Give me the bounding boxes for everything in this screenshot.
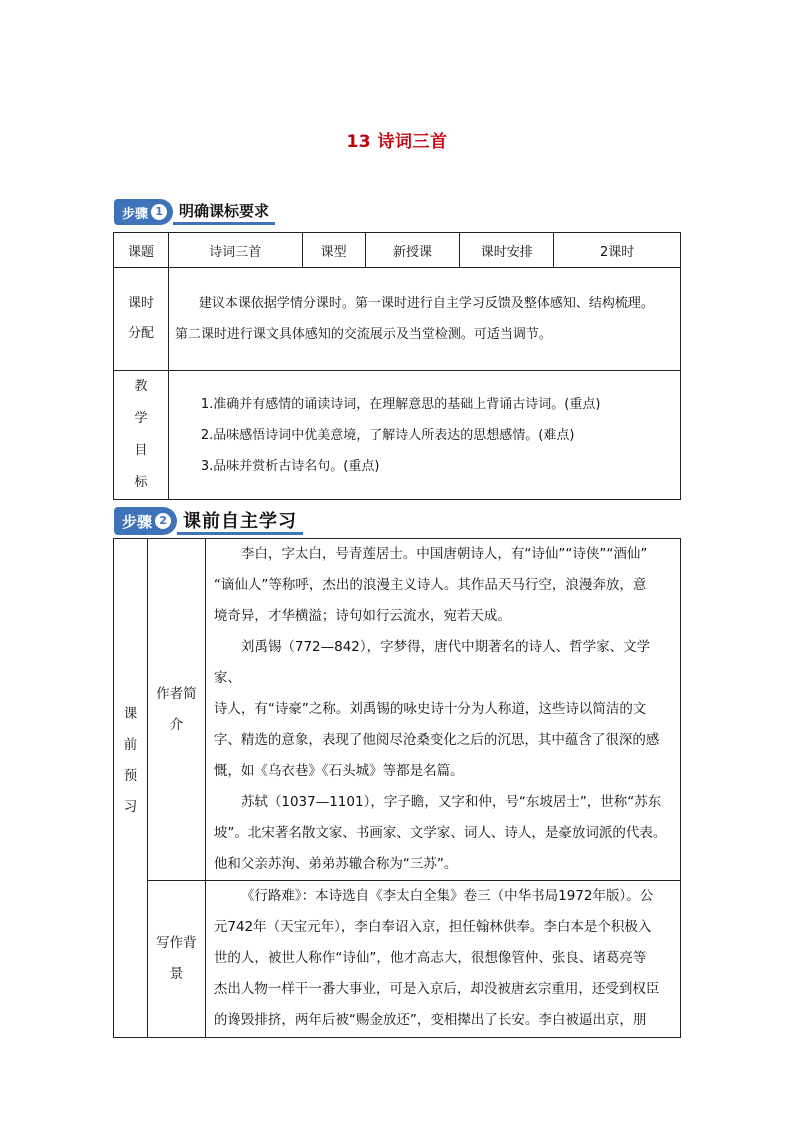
- step-2-header: [114, 507, 303, 535]
- table-cell: 课时安排: [460, 233, 554, 268]
- step-1-tag: 步骤: [122, 206, 149, 222]
- label-line: 课时: [127, 296, 154, 311]
- text-line: 杰出人物一样干一番大事业，可是入京后，却没被唐玄宗重用，还受到权臣: [213, 981, 660, 997]
- goal-item: 1.准确并有感情的诵读诗词，在理解意思的基础上背诵古诗词。(重点): [200, 396, 601, 412]
- step-1-badge: [114, 199, 173, 225]
- goal-item: 2.品味感悟诗词中优美意境，了解诗人所表达的思想感情。(难点): [200, 427, 575, 443]
- label-char: 标: [134, 475, 148, 490]
- text-line: 世的人，被世人称作“诗仙”，他才高志大，很想像管仲、张良、诸葛亮等: [213, 950, 647, 966]
- text-line: 坡”。北宋著名散文家、书画家、文学家、词人、诗人，是豪放词派的代表。: [213, 825, 667, 841]
- goal-item: 3.品味并赏析古诗名句。(重点): [200, 458, 380, 474]
- label-line: 介: [169, 716, 184, 733]
- hours-text: [168, 268, 680, 371]
- table-row: [114, 268, 681, 371]
- label-char: 课: [123, 706, 138, 722]
- step-2-number: 2: [155, 513, 171, 529]
- table-row: [114, 881, 681, 1038]
- text-line: 元742年（天宝元年），李白奉诏入京，担任翰林供奉。李白本是个积极入: [213, 919, 652, 935]
- label-line: 作者简: [156, 685, 197, 702]
- text-line: 字、精选的意象，表现了他阅尽沧桑变化之后的沉思，其中蕴含了很深的感: [213, 732, 660, 748]
- step-2-label: 课前自主学习: [177, 507, 303, 535]
- table-cell: 诗词三首: [168, 233, 302, 268]
- text-line: 第二课时进行课文具体感知的交流展示及当堂检测。可适当调节。: [174, 327, 552, 342]
- table-cell: 新授课: [365, 233, 460, 268]
- step-2-badge: [114, 507, 177, 535]
- text-line: 《行路难》：本诗选自《李太白全集》卷三（中华书局1972年版）。公: [240, 888, 654, 904]
- label-line: 分配: [127, 326, 154, 341]
- label-char: 教: [134, 379, 148, 394]
- text-line: 他和父亲苏洵、弟弟苏辙合称为“三苏”。: [213, 856, 458, 872]
- text-line: 李白，字太白，号青莲居士。中国唐朝诗人，有“诗仙”“诗侠”“酒仙”: [240, 546, 648, 562]
- text-line: 刘禹锡（772—842），字梦得，唐代中期著名的诗人、哲学家、文学家、: [213, 639, 651, 686]
- table-cell: 课题: [114, 233, 169, 268]
- preview-label: [114, 539, 148, 1038]
- goals-list: [168, 371, 680, 500]
- background-label: [147, 881, 205, 1038]
- label-char: 习: [123, 799, 138, 815]
- step-1-label: 明确课标要求: [173, 199, 275, 225]
- table-row: [114, 371, 681, 500]
- text-line: 的谗毁排挤，两年后被“赐金放还”，变相撵出了长安。李白被逼出京，朋: [213, 1012, 647, 1028]
- label-line: 景: [169, 966, 184, 982]
- label-char: 学: [134, 411, 148, 426]
- label-line: 写作背: [156, 935, 197, 951]
- step-1-number: 1: [151, 204, 167, 220]
- text-line: 苏轼（1037—1101），字子瞻，又字和仲，号“东坡居士”，世称“苏东: [240, 794, 662, 810]
- table-row: [114, 233, 681, 268]
- goals-label: [114, 371, 169, 500]
- text-line: “谪仙人”等称呼，杰出的浪漫主义诗人。其作品天马行空，浪漫奔放，意: [213, 577, 647, 593]
- label-char: 目: [134, 443, 148, 458]
- step-1-header: [114, 199, 275, 225]
- text-line: 建议本课依据学情分课时。第一课时进行自主学习反馈及整体感知、结构梳理。: [198, 296, 654, 311]
- label-char: 预: [123, 768, 138, 784]
- text-line: 诗人，有“诗豪”之称。刘禹锡的咏史诗十分为人称道，这些诗以简洁的文: [213, 701, 647, 717]
- course-requirements-table: [113, 232, 681, 500]
- background-text: [205, 881, 680, 1038]
- table-cell: 2课时: [554, 233, 681, 268]
- step-2-tag: 步骤: [122, 512, 153, 531]
- text-line: 慨，如《乌衣巷》《石头城》等都是名篇。: [213, 763, 464, 779]
- author-intro-text: [205, 539, 680, 881]
- table-row: [114, 539, 681, 881]
- preview-study-table: [113, 538, 681, 1038]
- table-cell: 课型: [302, 233, 365, 268]
- hours-label: [114, 268, 169, 371]
- page-title: 13 诗词三首: [346, 132, 448, 152]
- text-line: 境奇异，才华横溢；诗句如行云流水，宛若天成。: [213, 608, 511, 624]
- author-intro-label: [147, 539, 205, 881]
- label-char: 前: [123, 737, 138, 753]
